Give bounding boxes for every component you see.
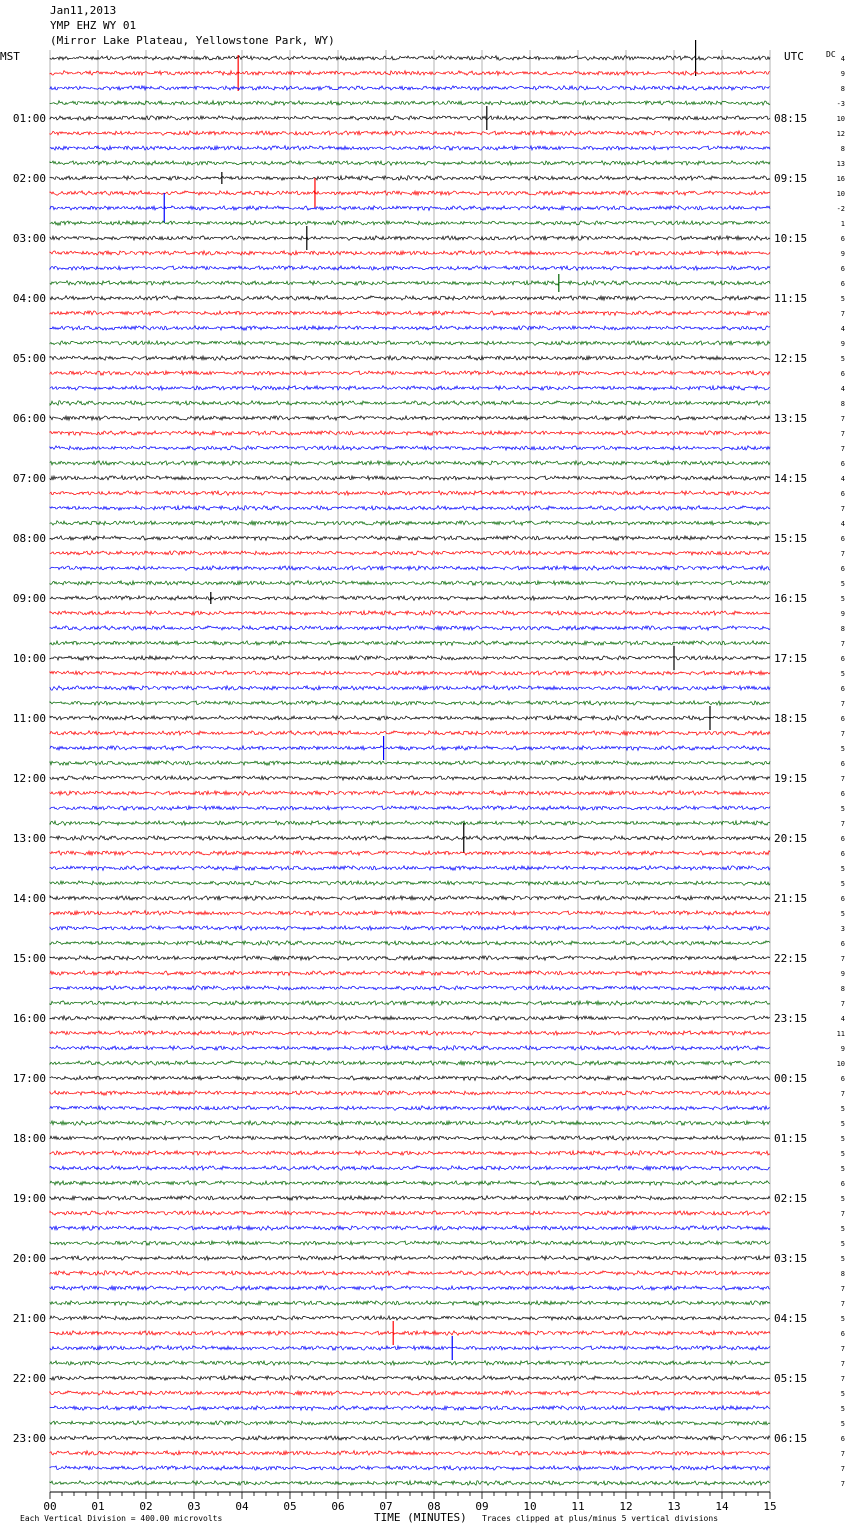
- trace-row: [50, 836, 770, 841]
- trace-row: [50, 581, 770, 586]
- left-hour-label: 18:00: [12, 1132, 46, 1145]
- dc-offset-label: 7: [840, 1480, 845, 1488]
- x-tick-label: 14: [715, 1500, 729, 1513]
- trace-row: [50, 1091, 770, 1096]
- trace-row: [50, 356, 770, 361]
- dc-offset-label: 9: [840, 610, 845, 618]
- trace-row: [50, 1166, 770, 1171]
- trace-row: [50, 1316, 770, 1321]
- trace-row: [50, 1001, 770, 1006]
- dc-offset-label: 6: [840, 1330, 845, 1338]
- left-hour-label: 13:00: [12, 832, 46, 845]
- trace-row: [50, 926, 770, 931]
- trace-row: [50, 161, 770, 166]
- dc-offset-label: 7: [840, 430, 845, 438]
- dc-offset-label: 8: [840, 625, 845, 633]
- trace-row: [50, 566, 770, 571]
- right-hour-label: 09:15: [774, 172, 808, 185]
- trace-row: [50, 1331, 770, 1336]
- left-hour-label: 10:00: [12, 652, 46, 665]
- left-hour-label: 03:00: [12, 232, 46, 245]
- trace-row: [50, 941, 770, 946]
- x-tick-label: 03: [187, 1500, 201, 1513]
- trace-row: [50, 266, 770, 271]
- scale-note: Each Vertical Division = 400.00 microvolts: [20, 1514, 223, 1523]
- dc-offset-label: 5: [840, 1255, 845, 1263]
- trace-row: [50, 461, 770, 466]
- trace-row: [50, 1121, 770, 1126]
- dc-offset-label: 7: [840, 1090, 845, 1098]
- x-tick-label: 07: [379, 1500, 393, 1513]
- trace-row: [50, 1136, 770, 1141]
- dc-offset-label: -3: [836, 100, 845, 108]
- dc-offset-label: 6: [840, 565, 845, 573]
- trace-row: [50, 1271, 770, 1276]
- trace-row: [50, 821, 770, 826]
- right-timezone-label: UTC: [784, 50, 804, 63]
- trace-row: [50, 56, 770, 61]
- dc-offset-label: 8: [840, 400, 845, 408]
- dc-offset-label: 6: [840, 370, 845, 378]
- left-hour-label: 06:00: [12, 412, 46, 425]
- dc-offset-label: 5: [840, 1105, 845, 1113]
- dc-offset-label: 6: [840, 790, 845, 798]
- dc-offset-label: 6: [840, 265, 845, 273]
- dc-offset-label: 9: [840, 970, 845, 978]
- dc-offset-label: 5: [840, 1195, 845, 1203]
- dc-offset-label: 6: [840, 535, 845, 543]
- trace-row: [50, 656, 770, 661]
- dc-offset-label: 5: [840, 1225, 845, 1233]
- dc-offset-label: 16: [836, 175, 845, 183]
- dc-offset-label: 7: [840, 955, 845, 963]
- left-hour-label: 01:00: [12, 112, 46, 125]
- dc-offset-label: 7: [840, 415, 845, 423]
- trace-row: [50, 446, 770, 451]
- dc-offset-label: 8: [840, 145, 845, 153]
- x-tick-label: 09: [475, 1500, 489, 1513]
- trace-row: [50, 1151, 770, 1156]
- x-tick-label: 05: [283, 1500, 297, 1513]
- dc-offset-label: 8: [840, 1270, 845, 1278]
- dc-offset-label: 5: [840, 1405, 845, 1413]
- x-tick-label: 00: [43, 1500, 57, 1513]
- trace-row: [50, 791, 770, 796]
- dc-offset-label: 6: [840, 895, 845, 903]
- dc-offset-label: 6: [840, 1075, 845, 1083]
- dc-offset-label: 4: [840, 55, 845, 63]
- trace-row: [50, 1466, 770, 1471]
- trace-row: [50, 476, 770, 481]
- header-station: YMP EHZ WY 01: [50, 19, 137, 32]
- trace-row: [50, 506, 770, 511]
- dc-offset-label: 5: [840, 1390, 845, 1398]
- dc-offset-label: 6: [840, 235, 845, 243]
- header-date: Jan11,2013: [50, 4, 117, 17]
- x-tick-label: 01: [91, 1500, 105, 1513]
- left-hour-label: 04:00: [12, 292, 46, 305]
- trace-row: [50, 716, 770, 721]
- trace-row: [50, 776, 770, 781]
- dc-offset-label: 1: [840, 220, 845, 228]
- right-hour-label: 04:15: [774, 1312, 808, 1325]
- dc-offset-label: 7: [840, 700, 845, 708]
- trace-row: [50, 971, 770, 976]
- dc-offset-label: 6: [840, 940, 845, 948]
- dc-offset-label: 6: [840, 490, 845, 498]
- dc-offset-label: 4: [840, 325, 845, 333]
- dc-offset-label: 4: [840, 1015, 845, 1023]
- trace-row: [50, 296, 770, 301]
- dc-offset-label: 5: [840, 580, 845, 588]
- trace-row: [50, 1016, 770, 1021]
- x-tick-label: 10: [523, 1500, 537, 1513]
- dc-offset-label: 6: [840, 850, 845, 858]
- x-tick-label: 15: [763, 1500, 777, 1513]
- dc-offset-label: 6: [840, 1180, 845, 1188]
- trace-row: [50, 191, 770, 196]
- trace-row: [50, 1031, 770, 1036]
- trace-row: [50, 1256, 770, 1261]
- dc-offset-label: 7: [840, 775, 845, 783]
- trace-row: [50, 956, 770, 961]
- left-hour-label: 11:00: [12, 712, 46, 725]
- trace-row: [50, 641, 770, 646]
- left-hour-label: 15:00: [12, 952, 46, 965]
- trace-row: [50, 71, 770, 76]
- trace-row: [50, 1046, 770, 1051]
- trace-row: [50, 431, 770, 436]
- trace-row: [50, 416, 770, 421]
- trace-row: [50, 896, 770, 901]
- dc-offset-label: 7: [840, 1210, 845, 1218]
- dc-offset-label: 5: [840, 745, 845, 753]
- dc-offset-label: 5: [840, 595, 845, 603]
- x-tick-label: 06: [331, 1500, 345, 1513]
- trace-row: [50, 731, 770, 736]
- right-hour-label: 10:15: [774, 232, 808, 245]
- dc-offset-label: 5: [840, 1420, 845, 1428]
- trace-row: [50, 881, 770, 886]
- trace-row: [50, 671, 770, 676]
- trace-row: [50, 1421, 770, 1425]
- dc-offset-label: 10: [836, 190, 845, 198]
- dc-offset-label: 7: [840, 550, 845, 558]
- right-hour-label: 21:15: [774, 892, 808, 905]
- trace-row: [50, 851, 770, 856]
- trace-row: [50, 986, 770, 990]
- right-hour-label: 11:15: [774, 292, 808, 305]
- right-hour-label: 16:15: [774, 592, 808, 605]
- dc-offset-label: 7: [840, 1345, 845, 1353]
- left-timezone-label: MST: [0, 50, 20, 63]
- trace-row: [50, 1346, 770, 1351]
- trace-row: [50, 1406, 770, 1411]
- trace-row: [50, 86, 770, 91]
- dc-offset-label: 7: [840, 505, 845, 513]
- right-hour-label: 15:15: [774, 532, 808, 545]
- dc-offset-label: 5: [840, 670, 845, 678]
- left-hour-label: 14:00: [12, 892, 46, 905]
- trace-row: [50, 251, 770, 256]
- dc-offset-label: 5: [840, 805, 845, 813]
- x-tick-label: 02: [139, 1500, 153, 1513]
- x-tick-label: 12: [619, 1500, 633, 1513]
- dc-offset-label: 7: [840, 730, 845, 738]
- right-hour-label: 14:15: [774, 472, 808, 485]
- trace-row: [50, 116, 770, 121]
- dc-offset-label: 4: [840, 520, 845, 528]
- right-hour-label: 19:15: [774, 772, 808, 785]
- x-tick-label: 11: [571, 1500, 585, 1513]
- dc-offset-label: 6: [840, 280, 845, 288]
- dc-offset-label: 5: [840, 355, 845, 363]
- clip-note: Traces clipped at plus/minus 5 vertical divisions: [482, 1514, 719, 1523]
- left-hour-label: 05:00: [12, 352, 46, 365]
- right-hour-label: 13:15: [774, 412, 808, 425]
- dc-offset-label: 9: [840, 1045, 845, 1053]
- trace-row: [50, 761, 770, 766]
- dc-offset-label: 6: [840, 760, 845, 768]
- x-tick-label: 08: [427, 1500, 441, 1513]
- trace-row: [50, 1361, 770, 1366]
- x-axis-label: TIME (MINUTES): [374, 1511, 467, 1524]
- trace-row: [50, 1286, 770, 1291]
- trace-row: [50, 1196, 770, 1201]
- right-hour-label: 18:15: [774, 712, 808, 725]
- trace-row: [50, 1376, 770, 1381]
- dc-offset-label: 7: [840, 1300, 845, 1308]
- trace-row: [50, 326, 770, 331]
- left-hour-label: 16:00: [12, 1012, 46, 1025]
- dc-offset-label: 3: [840, 925, 845, 933]
- trace-row: [50, 491, 770, 496]
- dc-header-label: DC: [826, 50, 836, 59]
- right-hour-label: 05:15: [774, 1372, 808, 1385]
- dc-offset-label: 7: [840, 310, 845, 318]
- trace-row: [50, 746, 770, 751]
- left-hour-label: 17:00: [12, 1072, 46, 1085]
- trace-row: [50, 1301, 770, 1306]
- trace-row: [50, 911, 770, 916]
- trace-row: [50, 311, 770, 316]
- trace-row: [50, 1076, 770, 1081]
- dc-offset-label: 5: [840, 1120, 845, 1128]
- trace-row: [50, 281, 770, 286]
- trace-row: [50, 1106, 770, 1111]
- trace-row: [50, 131, 770, 136]
- trace-row: [50, 1061, 770, 1066]
- right-hour-label: 23:15: [774, 1012, 808, 1025]
- dc-offset-label: 5: [840, 1315, 845, 1323]
- trace-row: [50, 536, 770, 541]
- left-hour-label: 12:00: [12, 772, 46, 785]
- right-hour-label: 06:15: [774, 1432, 808, 1445]
- trace-row: [50, 596, 770, 601]
- trace-row: [50, 521, 770, 526]
- trace-row: [50, 701, 770, 706]
- dc-offset-label: 8: [840, 985, 845, 993]
- dc-offset-label: 6: [840, 715, 845, 723]
- left-hour-label: 09:00: [12, 592, 46, 605]
- dc-offset-label: 7: [840, 1465, 845, 1473]
- dc-offset-label: 5: [840, 1240, 845, 1248]
- dc-offset-label: 13: [836, 160, 845, 168]
- left-hour-label: 21:00: [12, 1312, 46, 1325]
- dc-offset-label: 6: [840, 655, 845, 663]
- trace-row: [50, 611, 770, 616]
- trace-row: [50, 206, 770, 211]
- dc-offset-label: 8: [840, 85, 845, 93]
- trace-row: [50, 806, 770, 810]
- trace-row: [50, 386, 770, 391]
- left-hour-label: 02:00: [12, 172, 46, 185]
- right-hour-label: 22:15: [774, 952, 808, 965]
- dc-offset-label: 6: [840, 460, 845, 468]
- x-tick-label: 04: [235, 1500, 249, 1513]
- dc-offset-label: 6: [840, 1435, 845, 1443]
- dc-offset-label: 4: [840, 385, 845, 393]
- dc-offset-label: 5: [840, 865, 845, 873]
- trace-row: [50, 146, 770, 151]
- trace-row: [50, 551, 770, 556]
- dc-offset-label: 4: [840, 475, 845, 483]
- dc-offset-label: 7: [840, 445, 845, 453]
- right-hour-label: 03:15: [774, 1252, 808, 1265]
- dc-offset-label: 7: [840, 1360, 845, 1368]
- trace-row: [50, 1226, 770, 1231]
- trace-row: [50, 866, 770, 871]
- trace-row: [50, 1451, 770, 1456]
- trace-row: [50, 176, 770, 181]
- trace-row: [50, 371, 770, 376]
- trace-row: [50, 341, 770, 346]
- dc-offset-label: 11: [836, 1030, 845, 1038]
- left-hour-label: 20:00: [12, 1252, 46, 1265]
- dc-offset-label: 7: [840, 1000, 845, 1008]
- dc-offset-label: 6: [840, 685, 845, 693]
- trace-row: [50, 1391, 770, 1396]
- trace-row: [50, 1481, 770, 1486]
- left-hour-label: 23:00: [12, 1432, 46, 1445]
- trace-row: [50, 686, 770, 691]
- dc-offset-label: 7: [840, 1285, 845, 1293]
- trace-row: [50, 401, 770, 406]
- right-hour-label: 08:15: [774, 112, 808, 125]
- dc-offset-label: -2: [836, 205, 845, 213]
- trace-row: [50, 626, 770, 631]
- dc-offset-label: 7: [840, 640, 845, 648]
- left-hour-label: 07:00: [12, 472, 46, 485]
- dc-offset-label: 9: [840, 250, 845, 258]
- dc-offset-label: 5: [840, 1165, 845, 1173]
- dc-offset-label: 7: [840, 1375, 845, 1383]
- trace-row: [50, 1241, 770, 1245]
- trace-row: [50, 236, 770, 241]
- dc-offset-label: 6: [840, 835, 845, 843]
- left-hour-label: 08:00: [12, 532, 46, 545]
- dc-offset-label: 7: [840, 820, 845, 828]
- dc-offset-label: 5: [840, 910, 845, 918]
- dc-offset-label: 12: [836, 130, 845, 138]
- dc-offset-label: 5: [840, 1135, 845, 1143]
- trace-row: [50, 101, 770, 106]
- dc-offset-label: 5: [840, 1150, 845, 1158]
- dc-offset-label: 9: [840, 70, 845, 78]
- right-hour-label: 17:15: [774, 652, 808, 665]
- dc-offset-label: 7: [840, 1450, 845, 1458]
- left-hour-label: 22:00: [12, 1372, 46, 1385]
- x-tick-label: 13: [667, 1500, 681, 1513]
- dc-offset-label: 5: [840, 880, 845, 888]
- trace-row: [50, 1211, 770, 1216]
- dc-offset-label: 9: [840, 340, 845, 348]
- right-hour-label: 01:15: [774, 1132, 808, 1145]
- header-location: (Mirror Lake Plateau, Yellowstone Park, WY): [50, 34, 335, 47]
- right-hour-label: 20:15: [774, 832, 808, 845]
- trace-row: [50, 1181, 770, 1186]
- right-hour-label: 02:15: [774, 1192, 808, 1205]
- dc-offset-label: 10: [836, 115, 845, 123]
- right-hour-label: 12:15: [774, 352, 808, 365]
- left-hour-label: 19:00: [12, 1192, 46, 1205]
- dc-offset-label: 5: [840, 295, 845, 303]
- right-hour-label: 00:15: [774, 1072, 808, 1085]
- trace-row: [50, 221, 770, 226]
- dc-offset-label: 10: [836, 1060, 845, 1068]
- trace-row: [50, 1436, 770, 1441]
